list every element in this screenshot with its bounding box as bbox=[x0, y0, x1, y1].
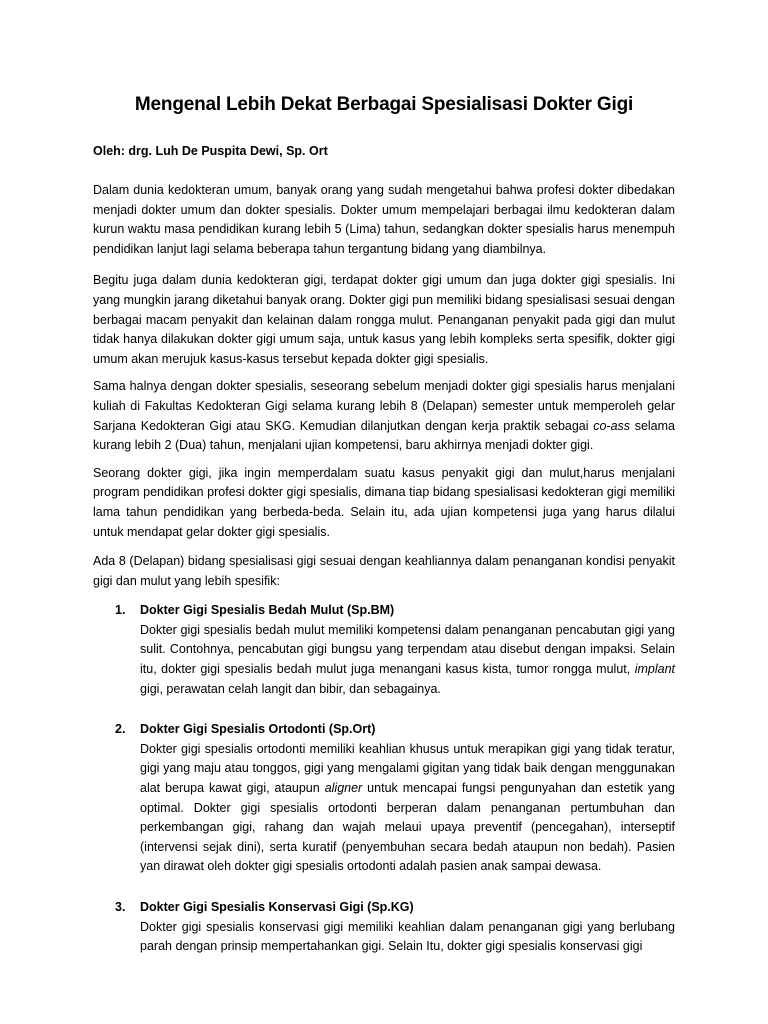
list-item-heading: Dokter Gigi Spesialis Bedah Mulut (Sp.BM) bbox=[140, 603, 395, 618]
list-item-body bbox=[140, 740, 675, 877]
list-item-text-a: Dokter gigi spesialis ortodonti memiliki keahlian khusus untuk merapikan gigi yang tidak teratur, gigi yang maju atau tonggos, gigi yang mengalami gigitan yang tidak baik dengan menggunakan alat berupa kawat gigi, ataupun bbox=[140, 741, 675, 796]
paragraph-3-text-a: Sama halnya dengan dokter spesialis, seseorang sebelum menjadi dokter gigi spesialis harus menjalani kuliah di Fakultas Kedokteran Gigi selama kurang lebih 8 (Delapan) semester untuk memperoleh gelar Sarjana Kedokteran Gigi atau SKG. Kemudian dilanjutkan dengan kerja praktik sebagai bbox=[93, 379, 675, 433]
list-item-2 bbox=[93, 720, 675, 877]
paragraph-1: Dalam dunia kedokteran umum, banyak orang yang sudah mengetahui bahwa profesi dokter dibedakan menjadi dokter umum dan dokter spesialis. Dokter umum mempelajari berbagai ilmu kedokteran dalam kurun waktu masa pendidikan kurang lebih 5 (Lima) tahun, sedangkan dokter spesialis harus menempuh pendidikan lanjut lagi selama beberapa tahun tergantung bidang yang diambilnya. bbox=[93, 183, 675, 256]
list-item-body bbox=[140, 918, 675, 957]
list-item-1 bbox=[93, 601, 675, 699]
list-item-text-b: gigi, perawatan celah langit dan bibir, dan sebagainya. bbox=[140, 681, 441, 696]
list-item-text-a: Dokter gigi spesialis konservasi gigi memiliki keahlian dalam penanganan gigi yang berlubang parah dengan prinsip mempertahankan gigi. Selain Itu, dokter gigi spesialis konservasi gigi bbox=[140, 919, 675, 954]
list-item-text-b: untuk mencapai fungsi pengunyahan dan estetik yang optimal. Dokter gigi spesialis ortodonti berperan dalam penanganan pertumbuhan dan perkembangan gigi, rahang dan wajah melaui upaya preventif (pencegahan), interseptif (intervensi sejak dini), serta kuratif (penyembuhan secara bedah ataupun non bedah). Pasien yan dirawat oleh dokter gigi spesialis ortodonti adalah pasien anak sampai dewasa. bbox=[140, 781, 675, 874]
list-item-number: 1. bbox=[115, 603, 126, 618]
paragraph-3-text-b: selama kurang lebih 2 (Dua) tahun, menjalani ujian kompetensi, baru akhirnya menjadi dokter gigi. bbox=[93, 418, 675, 453]
paragraph-3-italic: co-ass bbox=[593, 418, 631, 433]
paragraph-4: Seorang dokter gigi, jika ingin memperdalam suatu kasus penyakit gigi dan mulut,harus menjalani program pendidikan profesi dokter gigi spesialis, dimana tiap bidang spesialisasi kedokteran gigi memiliki lama tahun pendidikan yang berbeda-beda. Selain itu, ada ujian kompetensi juga yang harus dilalui untuk mendapat gelar dokter gigi spesialis. bbox=[93, 465, 675, 539]
paragraph-5: Ada 8 (Delapan) bidang spesialisasi gigi sesuai dengan keahliannya dalam penanganan kondisi penyakit gigi dan mulut yang lebih spesifik: bbox=[93, 554, 675, 588]
list-item-number: 3. bbox=[115, 900, 126, 914]
document-title: Mengenal Lebih Dekat Berbagai Spesialisasi Dokter Gigi bbox=[134, 94, 634, 115]
list-item-heading: Dokter Gigi Spesialis Ortodonti (Sp.Ort) bbox=[140, 722, 376, 737]
list-item-italic: implant bbox=[634, 662, 675, 677]
author-line: Oleh: drg. Luh De Puspita Dewi, Sp. Ort bbox=[93, 144, 328, 158]
list-item-number: 2. bbox=[115, 722, 126, 737]
list-item-text-a: Dokter gigi spesialis bedah mulut memiliki kompetensi dalam penanganan pencabutan gigi yang sulit. Contohnya, pencabutan gigi bungsu yang terpendam atau disebut dengan impaksi. Selain itu, dokter gigi spesialis bedah mulut juga menangani kasus kista, tumor rongga mulut, bbox=[140, 622, 675, 677]
list-item-3 bbox=[93, 898, 675, 957]
list-item-italic: aligner bbox=[324, 781, 363, 796]
list-item-heading: Dokter Gigi Spesialis Konservasi Gigi (Sp.KG) bbox=[140, 900, 414, 914]
paragraph-2: Begitu juga dalam dunia kedokteran gigi, terdapat dokter gigi umum dan juga dokter gigi spesialis. Ini yang mungkin jarang diketahui banyak orang. Dokter gigi pun memiliki bidang spesialisasi sesuai dengan berbagai macam penyakit dan kelainan dalam rongga mulut. Penanganan penyakit pada gigi dan mulut tidak hanya dilakukan dokter gigi umum saja, untuk kasus yang lebih kompleks serta spesifik, dokter gigi umum akan merujuk kasus-kasus tersebut kepada dokter gigi spesialis. bbox=[93, 273, 675, 366]
specialization-list bbox=[93, 601, 675, 957]
paragraph-3 bbox=[93, 377, 675, 455]
list-item-body bbox=[140, 621, 675, 699]
